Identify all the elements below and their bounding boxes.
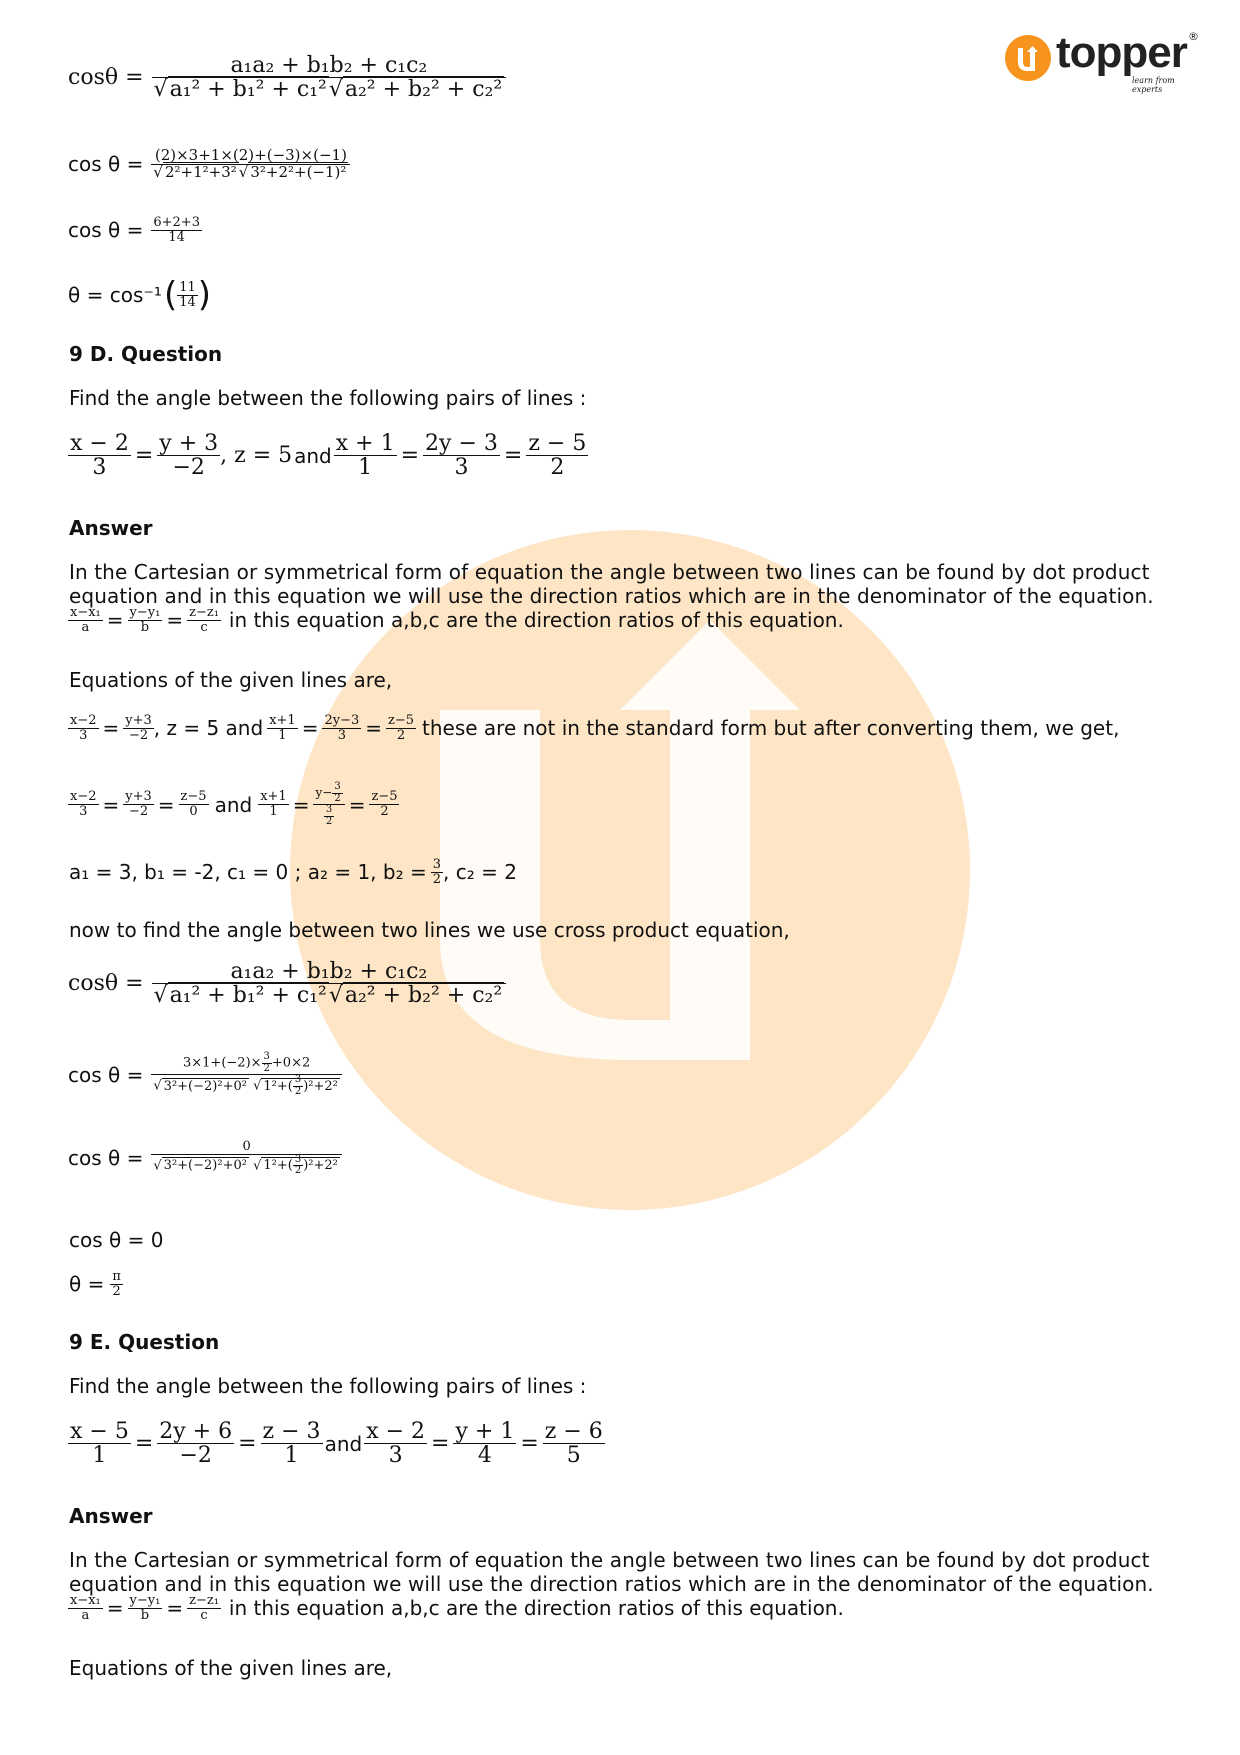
std-num: y−y₁: [129, 1593, 161, 1608]
conv-den-num: 3: [325, 804, 333, 815]
step-fraction: [151, 216, 202, 244]
eq-num: 2y + 6: [159, 1419, 233, 1444]
step-den-b: [261, 1153, 340, 1177]
eq-num: x − 2: [366, 1419, 426, 1444]
step-denominator: 2: [112, 1283, 121, 1299]
step-lhs: θ =: [69, 1272, 105, 1297]
logo-tagline: learn from experts: [1132, 76, 1175, 94]
std-num: z−z₁: [189, 1593, 219, 1608]
std-fraction: [187, 1594, 221, 1622]
eq-fraction: [261, 1420, 323, 1467]
eq-den: 2: [550, 455, 565, 481]
formula-den-a: a₁² + b₁² + c₁²: [169, 983, 327, 1009]
given-lines-9e: Equations of the given lines are,: [69, 1656, 393, 1680]
step-lhs: cos θ =: [68, 152, 144, 177]
eq-and: and: [294, 443, 332, 468]
converted-equation-9d: $\frac{x-2}{3}$ = $\frac{y+3}{-2}$ = $\frac{z-5}{0}$ and $\frac{x+1}{1}$ = y− $\frac{3}{2}$ $\frac{3}{2}$ = $\frac{z-5}{2}$: [70, 781, 398, 827]
step-den-a: 3²+(−2)²+0²: [163, 1078, 247, 1094]
step-den-fraction: [293, 1075, 303, 1097]
step-sum: [68, 216, 202, 244]
conv-fraction: [123, 790, 154, 818]
given-den: 1: [278, 727, 287, 743]
formula-general: [68, 54, 506, 101]
step-den-b2: )²+2²: [303, 1158, 338, 1174]
step-num-fn: 3: [263, 1051, 270, 1062]
eq-fraction: [526, 432, 588, 479]
step-den-b1: 1²+(: [263, 1158, 293, 1174]
formula-fraction: [152, 960, 507, 1007]
given-tail: these are not in the standard form but after converting them, we get,: [422, 716, 1120, 741]
step-den-b: 3²+2²+(−1)²: [250, 162, 347, 181]
given-den: 3: [337, 727, 346, 743]
step-lhs: θ = cos⁻¹: [68, 283, 162, 307]
formula-den-b: a₂² + b₂² + c₂²: [344, 77, 503, 103]
eq-den: 1: [358, 455, 373, 481]
question-heading-9d: 9 D. Question: [69, 342, 223, 366]
step-fraction: [151, 148, 350, 181]
given-den: 2: [396, 727, 406, 743]
ratios-tail: , c₂ = 2: [443, 860, 517, 885]
step-numerator: 6+2+3: [153, 215, 200, 230]
standard-form-9d: $\frac{\text{x−x₁}}{a}$ = $\frac{\text{y−y₁}}{b}$ = $\frac{\text{z−z₁}}{c}$ in this equation a,b,c are the direction ratios of this equation.: [70, 605, 844, 635]
step-den-fraction: [293, 1155, 303, 1177]
std-tail: in this equation a,b,c are the direction ratios of this equation.: [228, 608, 844, 633]
conv-fraction: [68, 790, 99, 818]
standard-form-9e: $\frac{\text{x−x₁}}{a}$ = $\frac{\text{y−y₁}}{b}$ = $\frac{\text{z−z₁}}{c}$ in this equation a,b,c are the direction ratios of this equation.: [70, 1593, 844, 1623]
step-denominator: √ 3²+(−2)²+0² √ 1²+( $\frac{3}{2}$ )²+2²: [153, 1074, 338, 1097]
conv-den: −2: [128, 804, 149, 819]
step-denominator: 14: [168, 229, 185, 245]
given-equation-9d: $\frac{x-2}{3}$ = $\frac{y+3}{-2}$ , z = 5 and $\frac{x+1}{1}$ = $\frac{2y-3}{3}$ = $\frac{z-5}{2}$ these are not in the standard form but after converting them, we get,: [70, 713, 1120, 743]
question-equation-9e: $\frac{x - 5}{1}$ = $\frac{2y + 6}{-2}$ = $\frac{z - 3}{1}$ and $\frac{x - 2}{3}$ = $\frac{y + 1}{4}$ = $\frac{z - 6}{5}$: [70, 1419, 603, 1469]
question-heading-9e: 9 E. Question: [69, 1330, 220, 1354]
topper-u-icon: [1004, 34, 1052, 82]
given-fraction: [267, 714, 298, 742]
eq-and: and: [324, 1431, 363, 1456]
formula-lhs: cosθ =: [68, 65, 144, 91]
step-den-bn: 3: [294, 1153, 302, 1165]
eq-num: x − 2: [70, 431, 129, 456]
step-zero-numerator-9d: [68, 1140, 342, 1177]
std-den: b: [140, 619, 150, 635]
eq-den: 1: [92, 1443, 107, 1469]
step-den-bd: 2: [294, 1085, 302, 1097]
eq-num: x − 5: [70, 1419, 129, 1444]
conv-num: y+3: [125, 789, 152, 805]
given-fraction: [386, 714, 416, 742]
std-num: y−y₁: [129, 605, 161, 620]
eq-num: z − 6: [544, 1419, 603, 1444]
given-num: y+3: [125, 713, 152, 728]
step-den-bn: 3: [294, 1074, 302, 1085]
cross-product-note-9d: now to find the angle between two lines we use cross product equation,: [69, 918, 790, 942]
conv-num: x+1: [260, 789, 287, 805]
conv-inner-num: 3: [334, 781, 341, 792]
step-result: θ = cos⁻¹ ( $\frac{11}{14}$ ): [68, 275, 212, 315]
ratios-text: a₁ = 3, b₁ = -2, c₁ = 0 ; a₂ = 1, b₂ =: [69, 860, 427, 885]
formula-denominator: √a₁² + b₁² + c₁²√a₂² + b₂² + c₂²: [153, 983, 503, 1009]
step-denominator: √ 3²+(−2)²+0² √ 1²+( $\frac{3}{2}$ )²+2²: [153, 1153, 338, 1177]
ratios-fraction: [431, 858, 443, 886]
formula-numerator: a₁a₂ + b₁b₂ + c₁c₂: [152, 960, 507, 984]
std-den: c: [200, 619, 208, 635]
eq-fraction: [68, 1420, 131, 1467]
conv-num: x−2: [70, 789, 97, 805]
given-fraction: [123, 714, 154, 742]
conv-den-den: 2: [325, 815, 333, 827]
formula-den-a: a₁² + b₁² + c₁²: [169, 77, 327, 103]
answer-intro-9d: In the Cartesian or symmetrical form of equation the angle between two lines can be found by dot product equation and in this equation we will use the direction ratios which are in the denominator of the equation.: [69, 560, 1154, 608]
question-equation-9d: $\frac{x - 2}{3}$ = $\frac{y + 3}{-2}$ , z = 5 and $\frac{x + 1}{1}$ = $\frac{2y - 3}{3}$ = $\frac{z - 5}{2}$: [70, 431, 587, 481]
std-num: x−x₁: [70, 1593, 101, 1608]
std-den: b: [140, 1607, 150, 1623]
eq-fraction: [157, 432, 220, 479]
conv-num-a: y−: [315, 785, 333, 800]
given-num: x+1: [269, 713, 296, 728]
given-num: 2y−3: [324, 713, 360, 728]
step-numerator: (2)×3+1×(2)+(−3)×(−1): [151, 148, 350, 165]
eq-fraction: [68, 432, 131, 479]
eq-num: z − 3: [262, 1419, 321, 1444]
std-fraction: [128, 606, 163, 634]
conv-den: 2: [380, 804, 389, 819]
step-fraction: [151, 1052, 342, 1097]
answer-heading-9d: Answer: [69, 516, 153, 540]
eq-num: y + 3: [159, 431, 219, 456]
eq-num: 2y − 3: [425, 431, 498, 456]
given-den: 3: [79, 727, 88, 743]
step-fraction: [177, 281, 198, 309]
eq-den: 3: [454, 455, 469, 481]
formula-den-b: a₂² + b₂² + c₂²: [344, 983, 503, 1009]
std-num: z−z₁: [189, 605, 219, 620]
eq-den: 1: [284, 1443, 299, 1469]
logo-registered: ®: [1188, 30, 1199, 43]
question-prompt-9d: Find the angle between the following pairs of lines :: [69, 386, 587, 410]
std-den: a: [81, 1607, 90, 1623]
step-num-fraction: [262, 1052, 272, 1074]
conv-den-fraction: [324, 805, 334, 827]
step-denominator: 14: [179, 294, 196, 310]
std-den: a: [81, 619, 90, 635]
step-num-b: +0×2: [271, 1055, 311, 1071]
given-lines-9d: Equations of the given lines are,: [69, 668, 393, 692]
std-num: x−x₁: [70, 605, 101, 620]
step-substitution: [68, 148, 350, 181]
formula-lhs: cosθ =: [68, 971, 144, 997]
conv-den: 1: [269, 804, 278, 819]
given-fraction: [68, 714, 99, 742]
step-num-fd: 2: [263, 1062, 270, 1074]
given-mid: , z = 5 and: [153, 716, 264, 741]
logo-text: topper: [1056, 28, 1187, 77]
eq-den: −2: [172, 455, 205, 481]
conv-num: z−5: [371, 789, 398, 805]
step-denominator: √ 2²+1²+3² √ 3²+2²+(−1)²: [153, 162, 347, 181]
step-numerator: [151, 1052, 342, 1075]
step-numerator: π: [112, 1269, 121, 1284]
conv-fraction: [313, 782, 344, 827]
step-numerator: 11: [179, 279, 196, 295]
conv-num: [313, 782, 344, 805]
step-numerator: 0: [151, 1140, 342, 1155]
eq-den: 3: [92, 455, 107, 481]
ratios-den: 2: [432, 871, 441, 887]
ratios-num: 3: [432, 857, 441, 872]
conv-inner-den: 2: [334, 792, 341, 804]
step-den-b: [261, 1074, 340, 1097]
conv-inner-fraction: [332, 782, 342, 804]
step-fraction: [110, 1270, 123, 1298]
conv-and: and: [214, 792, 253, 817]
direction-ratios-9d: [69, 858, 517, 886]
formula-denominator: √a₁² + b₁² + c₁²√a₂² + b₂² + c₂²: [153, 77, 503, 103]
conv-den: 3: [79, 804, 88, 819]
eq-num: z − 5: [528, 431, 587, 456]
step-num-a: 3×1+(−2)×: [183, 1055, 262, 1071]
eq-fraction: [157, 1420, 234, 1467]
std-fraction: [128, 1594, 163, 1622]
given-num: z−5: [388, 713, 415, 728]
formula-general-9d: [68, 960, 506, 1007]
eq-fraction: [364, 1420, 427, 1467]
answer-intro-9e: In the Cartesian or symmetrical form of equation the angle between two lines can be found by dot product equation and in this equation we will use the direction ratios which are in the denominator of the equation.: [69, 1548, 1154, 1596]
eq-fraction: [334, 432, 397, 479]
step-theta-9d: [69, 1270, 123, 1298]
conv-fraction: [179, 790, 209, 818]
conv-num: z−5: [180, 789, 207, 805]
conv-den: [313, 805, 344, 827]
topper-logo: [1004, 30, 1204, 94]
step-lhs: cos θ =: [68, 1146, 144, 1171]
eq-den: 4: [477, 1443, 492, 1469]
eq-den: −2: [179, 1443, 212, 1469]
step-fraction: [151, 1140, 342, 1177]
eq-den: 5: [566, 1443, 581, 1469]
step-den-b2: )²+2²: [303, 1078, 338, 1094]
question-prompt-9e: Find the angle between the following pairs of lines :: [69, 1374, 587, 1398]
step-den-a: 2²+1²+3²: [164, 162, 237, 181]
step-den-bd: 2: [294, 1165, 302, 1177]
given-den: −2: [128, 727, 149, 743]
eq-mid: , z = 5: [220, 443, 293, 469]
step-den-b1: 1²+(: [263, 1078, 293, 1094]
std-fraction: [68, 606, 103, 634]
given-fraction: [322, 714, 361, 742]
conv-den: 0: [189, 804, 198, 819]
step-lhs: cos θ =: [68, 218, 144, 243]
eq-fraction: [543, 1420, 605, 1467]
answer-heading-9e: Answer: [69, 1504, 153, 1528]
formula-fraction: [152, 54, 507, 101]
std-fraction: [68, 1594, 103, 1622]
step-substitution-9d: [68, 1052, 342, 1097]
step-den-a: 3²+(−2)²+0²: [163, 1158, 247, 1174]
eq-num: x + 1: [335, 431, 395, 456]
step-cos-zero-9d: cos θ = 0: [69, 1228, 164, 1252]
conv-fraction: [369, 790, 399, 818]
std-den: c: [200, 1607, 208, 1623]
eq-den: 3: [388, 1443, 403, 1469]
std-fraction: [187, 606, 221, 634]
std-tail: in this equation a,b,c are the direction ratios of this equation.: [228, 1596, 844, 1621]
formula-numerator: a₁a₂ + b₁b₂ + c₁c₂: [152, 54, 507, 78]
step-lhs: cos θ =: [68, 1062, 144, 1087]
eq-num: y + 1: [455, 1419, 515, 1444]
given-num: x−2: [70, 713, 97, 728]
eq-fraction: [423, 432, 500, 479]
conv-fraction: [258, 790, 289, 818]
eq-fraction: [453, 1420, 516, 1467]
